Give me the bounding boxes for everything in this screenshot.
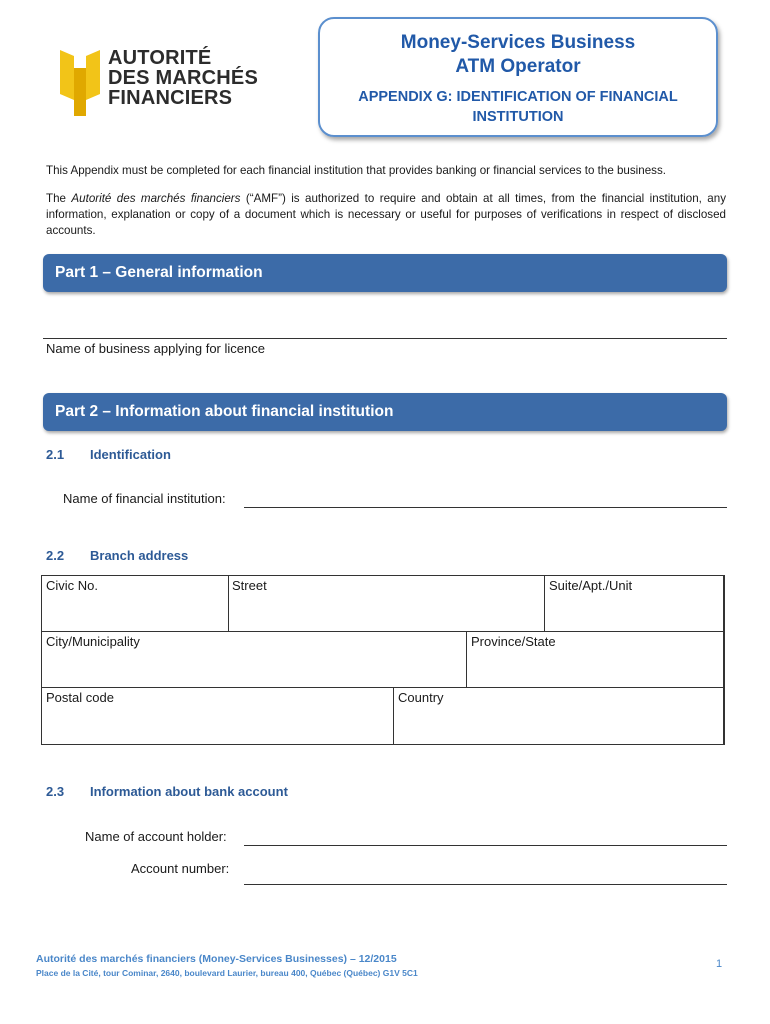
account-number-label: Account number: (131, 861, 230, 876)
part1-header: Part 1 – General information (43, 254, 727, 292)
suite-label: Suite/Apt./Unit (549, 578, 633, 593)
city-cell[interactable] (41, 631, 467, 688)
title-box (318, 17, 718, 137)
business-name-label: Name of business applying for licence (46, 341, 265, 356)
city-label: City/Municipality (46, 634, 140, 649)
intro-p2-amf: Autorité des marchés financiers (71, 192, 241, 205)
account-number-field[interactable] (244, 884, 727, 885)
section-2-3-title: Information about bank account (90, 784, 288, 799)
section-2-1-title: Identification (90, 447, 171, 462)
logo-line-1: AUTORITÉ (108, 47, 212, 69)
section-2-3-number: 2.3 (46, 784, 65, 799)
logo-line-3: FINANCIERS (108, 87, 233, 109)
part2-header: Part 2 – Information about financial institution (43, 393, 727, 431)
branch-address-table (41, 575, 724, 745)
intro-paragraph-1: This Appendix must be completed for each financial institution that provides banking or financial services to the business. (46, 164, 666, 177)
footer-publisher: Autorité des marchés financiers (Money-Services Businesses) – 12/2015 (36, 953, 397, 965)
institution-name-label: Name of financial institution: (63, 491, 226, 506)
suite-cell[interactable] (544, 575, 725, 632)
amf-logo (58, 46, 258, 120)
civic-number-cell[interactable] (41, 575, 229, 632)
account-holder-label: Name of account holder: (85, 829, 227, 844)
postal-code-label: Postal code (46, 690, 114, 705)
country-cell[interactable] (393, 687, 725, 745)
logo-wordmark (108, 48, 258, 108)
province-label: Province/State (471, 634, 556, 649)
appendix-subtitle: APPENDIX G: IDENTIFICATION OF FINANCIAL INSTITUTION (358, 89, 678, 125)
section-2-2-number: 2.2 (46, 548, 65, 563)
postal-code-cell[interactable] (41, 687, 394, 745)
intro-p2-prefix: The (46, 192, 72, 205)
intro-p2-rest: (“AMF”) is authorized to require and obtain at all times, from the financial institution, any information, explanation or copy of a document which is necessary or useful for purposes of verifications in respect of disclosed accounts. (46, 192, 726, 237)
page-number: 1 (716, 958, 723, 970)
province-cell[interactable] (466, 631, 725, 688)
civic-number-label: Civic No. (46, 578, 99, 593)
footer-address: Place de la Cité, tour Cominar, 2640, boulevard Laurier, bureau 400, Québec (Québec) G1V 5C1 (36, 968, 418, 978)
street-cell[interactable] (228, 575, 545, 632)
street-label: Street (232, 578, 267, 593)
section-2-1-number: 2.1 (46, 447, 65, 462)
logo-line-2: DES MARCHÉS (108, 67, 258, 89)
institution-name-field[interactable] (244, 507, 727, 508)
intro-paragraph-2 (46, 191, 726, 239)
business-name-field[interactable] (43, 338, 727, 339)
amf-logo-icon (58, 46, 102, 118)
title-line-2: ATM Operator (455, 56, 581, 77)
account-holder-field[interactable] (244, 845, 727, 846)
country-label: Country (398, 690, 444, 705)
title-line-1: Money-Services Business (400, 32, 636, 53)
document-title (320, 31, 716, 79)
section-2-2-title: Branch address (90, 548, 189, 563)
